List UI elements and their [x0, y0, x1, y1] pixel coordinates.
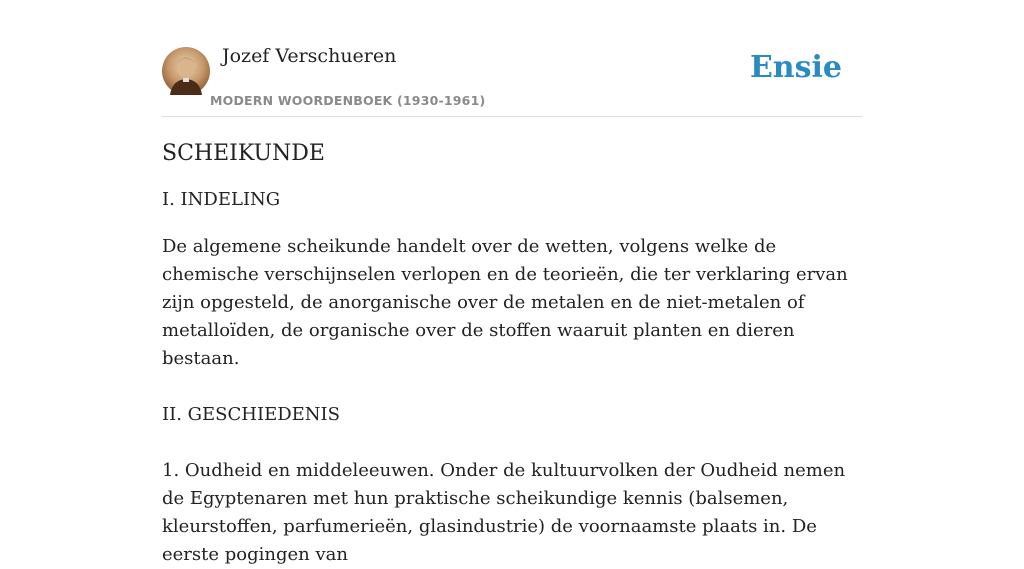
- section-heading-geschiedenis: II. GESCHIEDENIS: [162, 404, 340, 425]
- article-content: [162, 136, 867, 569]
- dictionary-subtitle[interactable]: MODERN WOORDENBOEK (1930-1961): [210, 93, 486, 108]
- author-name[interactable]: Jozef Verschueren: [222, 45, 397, 67]
- brand-logo[interactable]: Ensie: [749, 50, 842, 85]
- paragraph-indeling: De algemene scheikunde handelt over de wetten, volgens welke de chemische verschijnselen verlopen en de teorieën, die ter verklaring ervan zijn opgesteld, de anorganische over de metalen en de niet-metalen of metalloïden, de organische over de stoffen waaruit planten en dieren bestaan.: [162, 236, 848, 369]
- article-title: SCHEIKUNDE: [162, 141, 325, 166]
- paragraph-geschiedenis: 1. Oudheid en middeleeuwen. Onder de kultuurvolken der Oudheid nemen de Egyptenaren met hun praktische scheikundige kennis (balsemen, kleurstoffen, parfumerieën, glasindustrie) de voornaamste plaats in. De eerste pogingen van: [162, 460, 846, 565]
- author-avatar[interactable]: [162, 47, 210, 95]
- section-heading-indeling: I. INDELING: [162, 189, 281, 210]
- header: [162, 0, 862, 117]
- portrait-icon: [162, 47, 210, 95]
